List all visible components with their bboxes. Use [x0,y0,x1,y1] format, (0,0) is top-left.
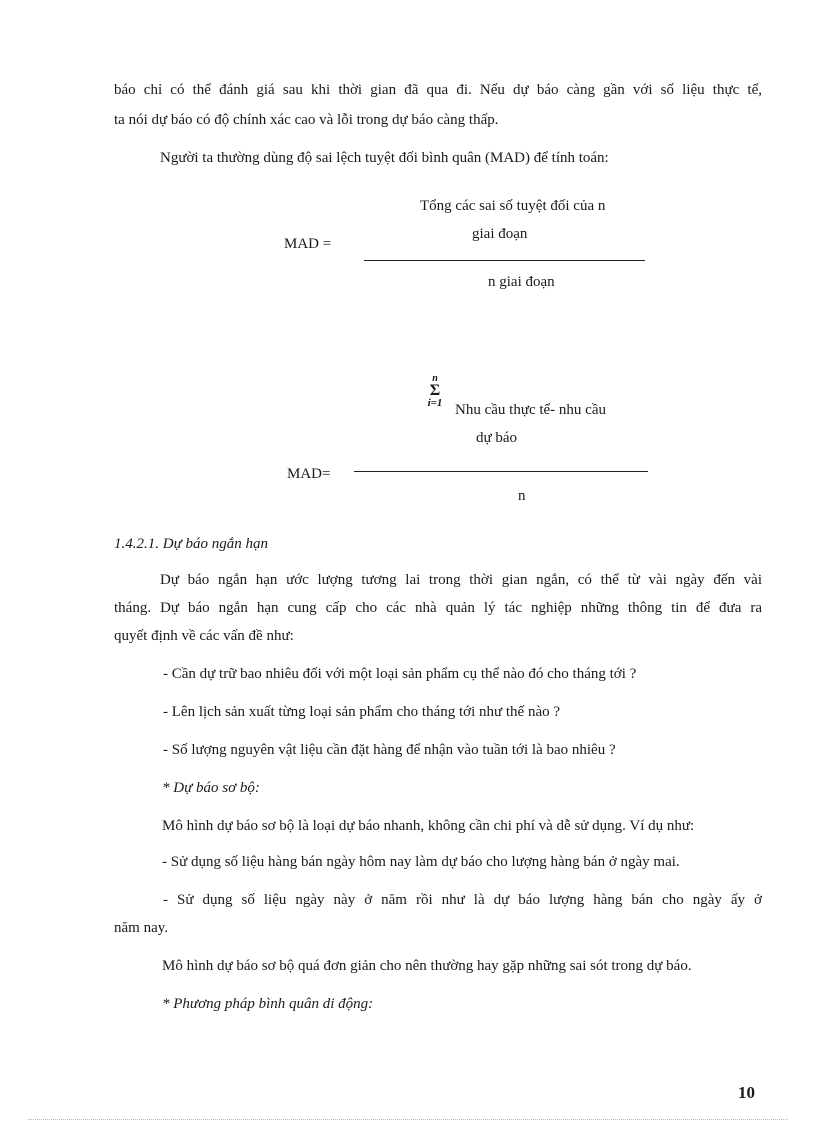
paragraph-line: năm nay. [114,920,169,936]
list-item: - Sử dụng số liệu ngày này ở năm rồi như là dự báo lượng hàng bán cho ngày ấy ở [163,892,762,908]
formula-denominator: n giai đoạn [488,274,555,290]
list-item: - Cần dự trữ bao nhiêu đối với một loại sản phẩm cụ thể nào đó cho tháng tới ? [163,666,637,682]
footer-divider [28,1119,788,1120]
fraction-bar [354,471,648,472]
paragraph-line: quyết định về các vấn đề như: [114,628,294,644]
formula-numerator: Tổng các sai số tuyệt đối của n [420,198,606,214]
paragraph-line: Mô hình dự báo sơ bộ là loại dự báo nhanh, không cần chi phí và dễ sử dụng. Ví dụ như: [162,818,695,834]
paragraph-line: Mô hình dự báo sơ bộ quá đơn giản cho nên thường hay gặp những sai sót trong dự báo. [162,958,692,974]
page-number: 10 [738,1083,755,1102]
paragraph-line: Người ta thường dùng độ sai lệch tuyệt đối bình quân (MAD) để tính toán: [160,150,609,166]
fraction-bar [364,260,645,261]
formula-denominator: n [518,488,526,504]
paragraph-line: Dự báo ngắn hạn ước lượng tương lai trong thời gian ngắn, có thể từ vài ngày đến vài [160,572,762,588]
paragraph-line: tháng. Dự báo ngắn hạn cung cấp cho các nhà quản lý tác nghiệp những thông tin để đưa ra [114,600,762,616]
formula-numerator: Nhu cầu thực tế- nhu cầu [455,402,606,418]
summation-symbol: n Σ i=1 [427,373,443,409]
formula-lhs: MAD = [284,236,332,252]
formula-lhs: MAD= [287,466,331,482]
subsection-heading: * Dự báo sơ bộ: [162,780,260,796]
formula-numerator: dự báo [476,430,518,446]
list-item: - Lên lịch sản xuất từng loại sản phẩm cho tháng tới như thế nào ? [163,704,561,720]
formula-numerator: giai đoạn [472,226,528,242]
subsection-heading: * Phương pháp bình quân di động: [162,996,374,1012]
section-heading: 1.4.2.1. Dự báo ngắn hạn [114,536,269,552]
paragraph-line: ta nói dự báo có độ chính xác cao và lỗi trong dự báo càng thấp. [114,112,499,128]
list-item: - Sử dụng số liệu hàng bán ngày hôm nay làm dự báo cho lượng hàng bán ở ngày mai. [162,854,680,870]
paragraph-line: báo chỉ có thể đánh giá sau khi thời gian đã qua đi. Nếu dự báo càng gần với số liệu thực tế, [114,82,762,98]
list-item: - Số lượng nguyên vật liệu cần đặt hàng để nhận vào tuần tới là bao nhiêu ? [163,742,616,758]
